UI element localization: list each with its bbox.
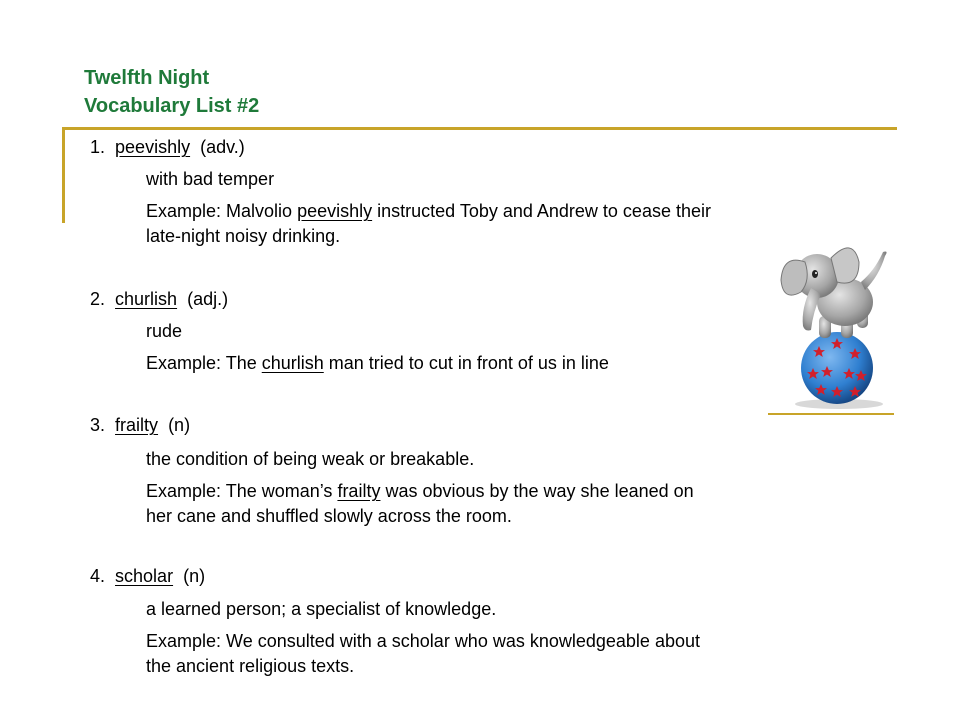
item-number: 3. (90, 415, 106, 435)
part-of-speech: (adj.) (187, 289, 229, 309)
vocab-item-4-definition: a learned person; a specialist of knowledge. (146, 599, 497, 619)
vocab-item-3-definition: the condition of being weak or breakable. (146, 449, 475, 469)
item-number: 2. (90, 289, 106, 309)
title-rule-vertical (62, 127, 65, 223)
example-text: was obvious by the way she leaned on (380, 481, 694, 501)
vocab-item-3-heading (90, 414, 190, 437)
vocab-item-2-example (146, 352, 609, 375)
vocab-item-2-heading (90, 288, 228, 311)
example-text: man tried to cut in front of us in line (323, 353, 609, 373)
item-number: 4. (90, 566, 106, 586)
accent-rule (768, 413, 894, 415)
vocab-word: scholar (115, 566, 174, 586)
vocab-item-4-example-line2: the ancient religious texts. (146, 656, 355, 676)
vocab-word: churlish (115, 289, 178, 309)
title-line-2: Vocabulary List #2 (84, 95, 260, 117)
vocab-item-1-example-line2: late-night noisy drinking. (146, 226, 341, 246)
vocab-item-3-example (146, 480, 694, 503)
title-rule-horizontal (64, 127, 897, 130)
example-text: Example: Malvolio (146, 201, 298, 221)
part-of-speech: (adv.) (200, 137, 245, 157)
title-line-1: Twelfth Night (84, 67, 210, 89)
example-text: instructed Toby and Andrew to cease their (372, 201, 711, 221)
vocab-item-4-example: Example: We consulted with a scholar who was knowledgeable about (146, 631, 700, 651)
example-word: churlish (261, 353, 324, 373)
part-of-speech: (n) (183, 566, 206, 586)
vocab-item-4-heading (90, 565, 205, 588)
vocab-item-3-example-line2: her cane and shuffled slowly across the room. (146, 506, 512, 526)
example-word: frailty (337, 481, 381, 501)
example-text: Example: The (146, 353, 262, 373)
elephant-on-ball-icon (775, 232, 895, 414)
vocab-item-1-example (146, 200, 711, 223)
vocab-item-1-definition: with bad temper (146, 169, 275, 189)
example-word: peevishly (297, 201, 373, 221)
example-text: Example: The woman’s (146, 481, 338, 501)
vocab-item-1-heading (90, 136, 245, 159)
slide-title (84, 64, 259, 120)
part-of-speech: (n) (168, 415, 191, 435)
item-number: 1. (90, 137, 106, 157)
vocab-word: peevishly (115, 137, 191, 157)
vocab-item-2-definition: rude (146, 321, 183, 341)
vocab-word: frailty (115, 415, 159, 435)
